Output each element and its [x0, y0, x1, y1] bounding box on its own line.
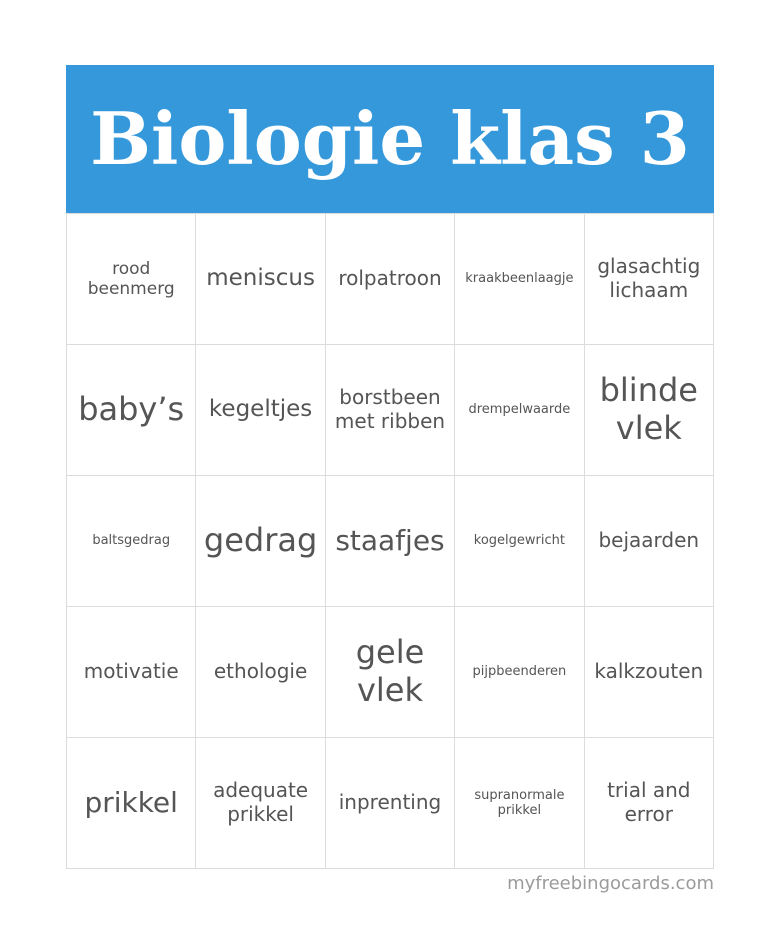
bingo-cell[interactable]: trial and error — [585, 738, 714, 869]
bingo-cell[interactable]: glasachtig lichaam — [585, 214, 714, 345]
card-title: Biologie klas 3 — [66, 65, 714, 213]
bingo-cell[interactable]: baby’s — [67, 345, 196, 476]
bingo-cell[interactable]: blinde vlek — [585, 345, 714, 476]
bingo-cell[interactable]: prikkel — [67, 738, 196, 869]
bingo-cell[interactable]: meniscus — [196, 214, 325, 345]
bingo-cell[interactable]: staafjes — [326, 476, 455, 607]
bingo-cell[interactable]: kegeltjes — [196, 345, 325, 476]
bingo-cell[interactable]: drempelwaarde — [455, 345, 584, 476]
bingo-cell[interactable]: gele vlek — [326, 607, 455, 738]
bingo-cell[interactable]: rood beenmerg — [67, 214, 196, 345]
bingo-cell[interactable]: kogelgewricht — [455, 476, 584, 607]
bingo-cell[interactable]: baltsgedrag — [67, 476, 196, 607]
site-credit: myfreebingocards.com — [507, 873, 714, 894]
bingo-cell[interactable]: kraakbeenlaagje — [455, 214, 584, 345]
bingo-cell[interactable]: adequate prikkel — [196, 738, 325, 869]
bingo-cell[interactable]: pijpbeenderen — [455, 607, 584, 738]
bingo-cell[interactable]: supranormale prikkel — [455, 738, 584, 869]
bingo-cell[interactable]: kalkzouten — [585, 607, 714, 738]
bingo-cell[interactable]: bejaarden — [585, 476, 714, 607]
bingo-cell[interactable]: motivatie — [67, 607, 196, 738]
bingo-cell[interactable]: inprenting — [326, 738, 455, 869]
bingo-card — [66, 65, 714, 869]
bingo-cell[interactable]: ethologie — [196, 607, 325, 738]
bingo-cell[interactable]: gedrag — [196, 476, 325, 607]
bingo-grid — [66, 213, 714, 869]
bingo-cell[interactable]: borstbeen met ribben — [326, 345, 455, 476]
bingo-cell[interactable]: rolpatroon — [326, 214, 455, 345]
